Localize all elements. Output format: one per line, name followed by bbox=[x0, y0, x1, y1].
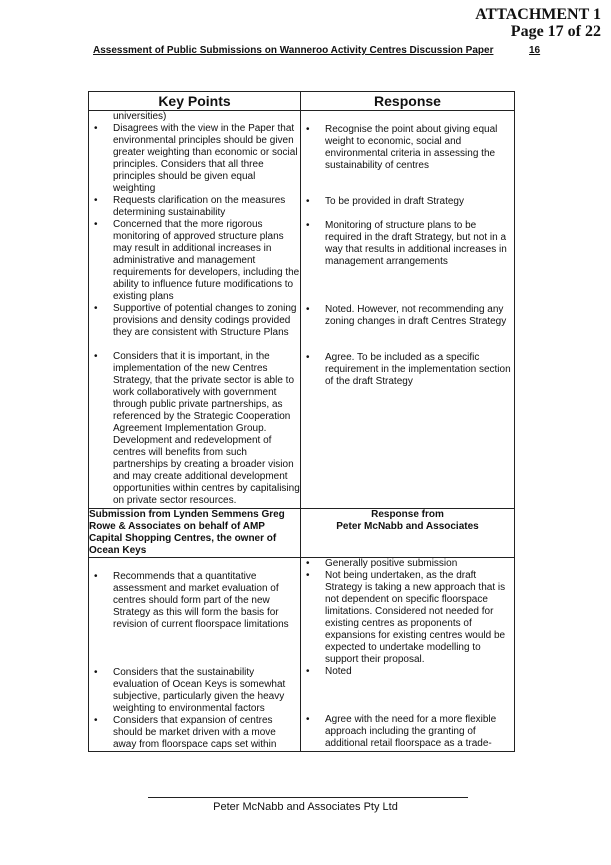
response-item: • Noted bbox=[301, 666, 514, 714]
response-item: • To be provided in draft Strategy bbox=[301, 196, 514, 220]
response-item: • Generally positive submission bbox=[301, 558, 514, 570]
table-row bbox=[89, 111, 515, 509]
table-row bbox=[89, 558, 515, 752]
key-points-header: Key Points bbox=[89, 92, 301, 111]
responses-list bbox=[301, 111, 514, 388]
key-point-item: • Recommends that a quantitative assessment and market evaluation of centres should form part of the new Strategy as this will form the basis for revision of current floorspace limitations bbox=[89, 571, 300, 667]
response-heading-line2: Peter McNabb and Associates bbox=[336, 521, 479, 532]
key-points-cell bbox=[89, 558, 301, 752]
footer-divider bbox=[148, 797, 468, 798]
key-point-item: • Disagrees with the view in the Paper that environmental principles should be given greater weighting than economic or social principles. Considers that all three principles should be given equal weighting bbox=[89, 123, 300, 195]
attachment-page-label: Page 17 of 22 bbox=[510, 23, 601, 40]
page-footer: Peter McNabb and Associates Pty Ltd bbox=[213, 801, 398, 813]
key-points-cell bbox=[89, 111, 301, 509]
key-point-item: • Requests clarification on the measures determining sustainability bbox=[89, 195, 300, 219]
key-point-item: • Supportive of potential changes to zoning provisions and density codings provided they are consistent with Structure Plans bbox=[89, 303, 300, 351]
response-heading bbox=[301, 509, 515, 558]
header-page-number: 16 bbox=[529, 45, 541, 56]
submissions-table bbox=[88, 91, 515, 752]
key-points-list bbox=[89, 123, 300, 507]
response-cell bbox=[301, 558, 515, 752]
response-item: • Not being undertaken, as the draft Strategy is taking a new approach that is not dependent on specific floorspace limitations. Considered not needed for existing centres as proponents of expansions for existing centres would be expected to undertake modelling to support their proposal. bbox=[301, 570, 514, 666]
submission-heading: Submission from Lynden Semmens Greg Rowe & Associates on behalf of AMP Capital Shopping Centres, the owner of Ocean Keys bbox=[89, 509, 301, 558]
response-heading-line1: Response from bbox=[371, 509, 444, 520]
response-header: Response bbox=[301, 92, 515, 111]
response-item: • Noted. However, not recommending any zoning changes in draft Centres Strategy bbox=[301, 304, 514, 352]
attachment-label: ATTACHMENT 1 bbox=[475, 6, 601, 23]
response-item: • Agree. To be included as a specific requirement in the implementation section of the draft Strategy bbox=[301, 352, 514, 388]
page-header bbox=[93, 45, 541, 56]
submission-heading-row bbox=[89, 509, 515, 558]
response-cell bbox=[301, 111, 515, 509]
response-item: • Recognise the point about giving equal weight to economic, social and environmental criteria in assessing the sustainability of centres bbox=[301, 124, 514, 196]
continuation-text: universities) bbox=[113, 111, 167, 122]
key-point-item: • Concerned that the more rigorous monitoring of approved structure plans may result in additional increases in administrative and management requirements for developers, including the ability to influence future modifications to existing plans bbox=[89, 219, 300, 303]
key-point-item: • Considers that expansion of centres should be market driven with a move away from floorspace caps set within bbox=[89, 715, 300, 751]
key-point-item: • Considers that the sustainability evaluation of Ocean Keys is somewhat subjective, particularly given the heavy weighting to environmental factors bbox=[89, 667, 300, 715]
response-item: • Agree with the need for a more flexible approach including the granting of additional retail floorspace as a trade- bbox=[301, 714, 514, 750]
table-header-row bbox=[89, 92, 515, 111]
key-points-list bbox=[89, 558, 300, 751]
responses-list bbox=[301, 558, 514, 750]
response-item: • Monitoring of structure plans to be required in the draft Strategy, but not in a way that results in additional increases in management arrangements bbox=[301, 220, 514, 304]
key-point-item: • Considers that it is important, in the implementation of the new Centres Strategy, that the private sector is able to work collaboratively with government through public private partnerships, as referenced by the Strategic Cooperation Agreement Implementation Group. Development and redevelopment of centres will benefits from such partnerships by creating a broader vision and may create additional development opportunities within centres by capitalising on private sector resources. bbox=[89, 351, 300, 507]
header-title: Assessment of Public Submissions on Wanneroo Activity Centres Discussion Paper bbox=[93, 45, 494, 56]
